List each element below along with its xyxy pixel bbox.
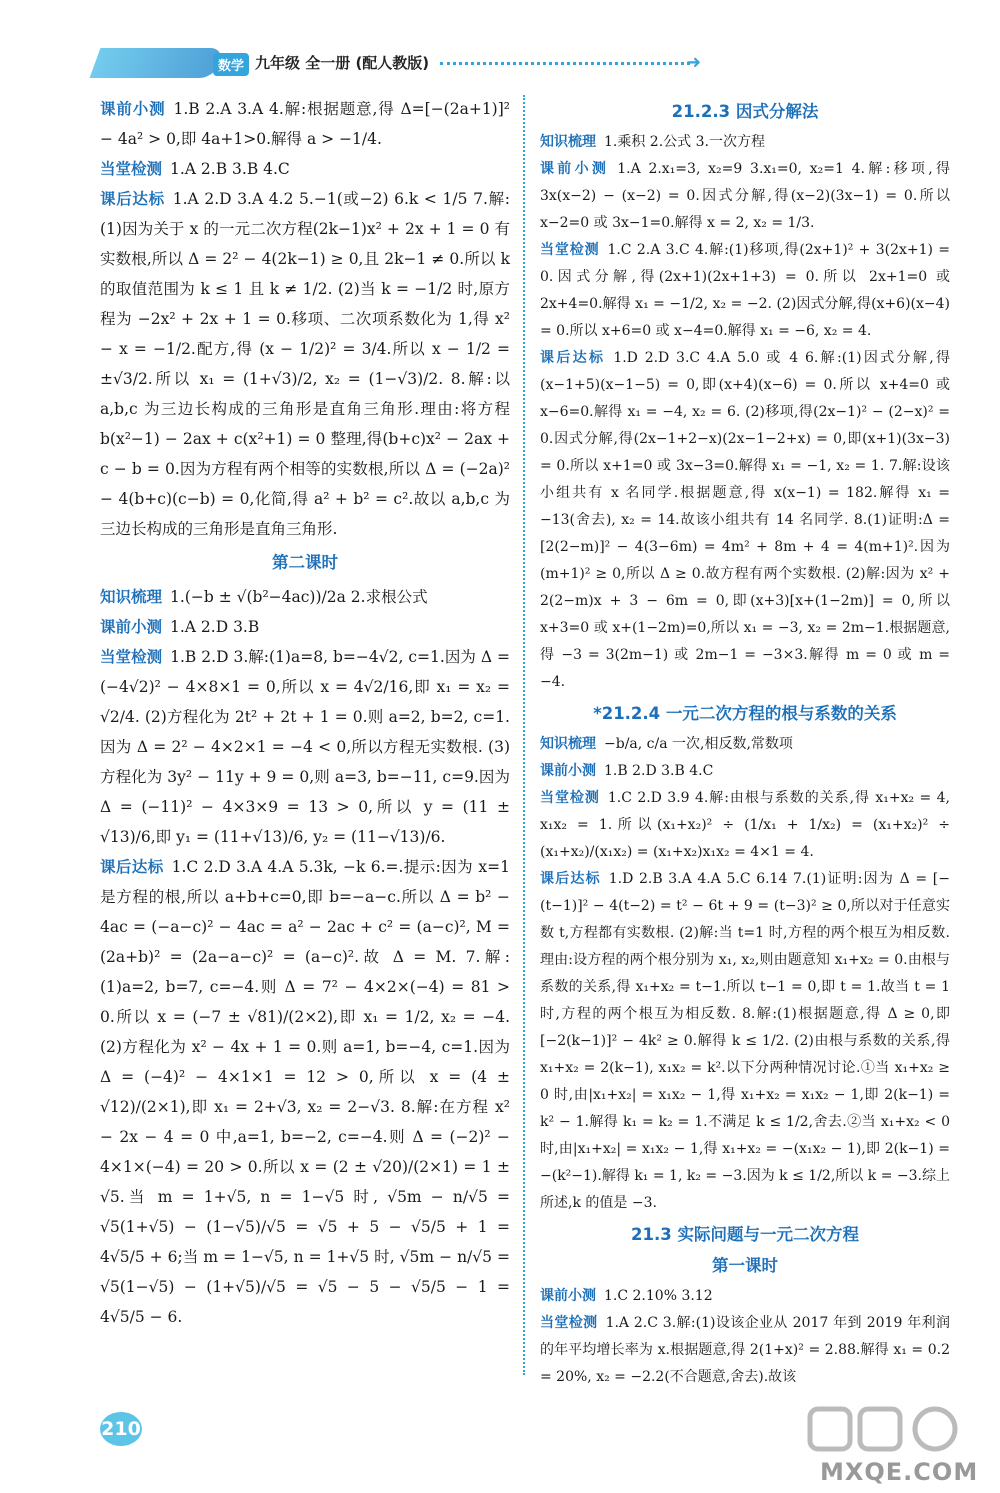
answer-paragraph: [540, 758, 950, 785]
answer-text: 1.B 2.A 3.A 4.解:根据题意,得 Δ=[−(2a+1)]² − 4a² > 0,即 4a+1>0.解得 a > −1/4.: [100, 100, 510, 148]
answer-paragraph: [540, 866, 950, 1217]
answer-paragraph: [100, 852, 510, 1332]
section-title: *21.2.4 一元二次方程的根与系数的关系: [593, 704, 897, 723]
answer-text: 1.A 2.D 3.B: [170, 618, 260, 636]
right-column: [540, 94, 950, 1391]
section-label: 当堂检测: [540, 242, 600, 258]
answer-paragraph: [100, 582, 510, 612]
answer-paragraph: [540, 129, 950, 156]
answer-text: 1.D 2.D 3.C 4.A 5.0 或 4 6.解:(1)因式分解,得(x−1+5)(x−1−5) = 0,即(x+4)(x−6) = 0.所以 x+4=0 或 x−6=0.解得 x₁ = −4, x₂ = 6. (2)移项,得(2x−1)² − (2−x)² = 0.因式分解,得(2x−1+2−x)(2x−1−2+x) = 0,即(x+1)(3x−3) = 0.所以 x+1=0 或 3x−3=0.解得 x₁ = −1, x₂ = 1. 7.解:设该小组共有 x 名同学.根据题意,得 x(x−1) = 182.解得 x₁ = −13(舍去), x₂ = 14.故该小组共有 14 名同学. 8.(1)证明:Δ = [2(2−m)]² − 4(3−6m) = 4m² + 8m + 4 = 4(m+1)².因为(m+1)² ≥ 0,所以 Δ ≥ 0.故方程有两个实数根. (2)解:因为 x² + 2(2−m)x + 3 − 6m = 0,即(x+3)[x+(1−2m)] = 0,所以 x+3=0 或 x+(1−2m)=0,所以 x₁ = −3, x₂ = 2m−1.根据题意,得 −3 = 3(2m−1) 或 2m−1 = −3×3.解得 m = 0 或 m = −4.: [540, 350, 950, 690]
section-label: 课后达标: [540, 871, 601, 887]
section-label: 课前小测: [540, 161, 610, 177]
answer-paragraph: [540, 156, 950, 237]
answer-paragraph: [540, 785, 950, 866]
watermark-text: MXQE.COM: [820, 1458, 979, 1486]
left-column: [100, 94, 510, 1332]
book-title: 九年级 全一册 (配人教版): [255, 54, 430, 72]
answer-text: 1.(−b ± √(b²−4ac))/2a 2.求根公式: [170, 588, 428, 606]
column-divider: [523, 95, 525, 1375]
section-title: 21.3 实际问题与一元二次方程: [631, 1225, 859, 1244]
answer-paragraph: [540, 237, 950, 345]
section-label: 当堂检测: [540, 790, 600, 806]
answer-text: 1.A 2.C 3.解:(1)设该企业从 2017 年到 2019 年利润的年平均增长率为 x.根据题意,得 2(1+x)² = 2.88.解得 x₁ = 0.2 = 20%, x₂ = −2.2(不合题意,舍去).故该: [540, 1315, 950, 1385]
section-title: 第一课时: [712, 1256, 778, 1275]
subject-badge: 数学: [213, 53, 249, 76]
header-swoosh-decoration: [90, 48, 226, 78]
answer-paragraph: [100, 184, 510, 544]
answer-text: 1.C 2.10% 3.12: [604, 1288, 713, 1304]
section-label: 课前小测: [100, 618, 163, 636]
answer-paragraph: [540, 731, 950, 758]
answer-text: 1.B 2.D 3.解:(1)a=8, b=−4√2, c=1.因为 Δ = (−4√2)² − 4×8×1 = 0,所以 x = 4√2/16,即 x₁ = x₂ = √2/4. (2)方程化为 2t² + 2t + 1 = 0.则 a=2, b=2, c=1.因为 Δ = 2² − 4×2×1 = −4 < 0,所以方程无实数根. (3)方程化为 3y² − 11y + 9 = 0,则 a=3, b=−11, c=9.因为 Δ = (−11)² − 4×3×9 = 13 > 0,所以 y = (11 ± √13)/6,即 y₁ = (11+√13)/6, y₂ = (11−√13)/6.: [100, 648, 510, 846]
answer-paragraph: [540, 1283, 950, 1310]
answer-paragraph: [100, 612, 510, 642]
section-label: 课前小测: [100, 100, 166, 118]
answer-paragraph: [100, 154, 510, 184]
answer-text: −b/a, c/a 一次,相反数,常数项: [604, 736, 793, 752]
section-label: 课后达标: [540, 350, 606, 366]
answer-text: 1.A 2.B 3.B 4.C: [170, 160, 290, 178]
page-number: 210: [100, 1412, 142, 1446]
answer-text: 1.A 2.D 3.A 4.2 5.−1(或−2) 6.k < 1/5 7.解:(1)因为关于 x 的一元二次方程(2k−1)x² + 2x + 1 = 0 有实数根,所以 Δ = 2² − 4(2k−1) ≥ 0,且 2k−1 ≠ 0.所以 k 的取值范围为 k ≤ 1 且 k ≠ 1/2. (2)当 k = −1/2 时,原方程为 −2x² + 2x + 1 = 0.移项、二次项系数化为 1,得 x² − x = −1/2.配方,得 (x − 1/2)² = 3/4.所以 x − 1/2 = ±√3/2.所以 x₁ = (1+√3)/2, x₂ = (1−√3)/2. 8.解:以 a,b,c 为三边长构成的三角形是直角三角形.理由:将方程 b(x²−1) − 2ax + c(x²+1) = 0 整理,得(b+c)x² − 2ax + c − b = 0.因为方程有两个相等的实数根,所以 Δ = (−2a)² − 4(b+c)(c−b) = 0,化简,得 a² + b² = c².故以 a,b,c 为三边长构成的三角形是直角三角形.: [100, 190, 510, 538]
answer-text: 1.乘积 2.公式 3.一次方程: [604, 134, 765, 150]
arrow-right-icon: ➜: [686, 52, 702, 73]
section-label: 课后达标: [100, 858, 164, 876]
section-label: 当堂检测: [100, 648, 163, 666]
section-label: 当堂检测: [100, 160, 163, 178]
answer-text: 1.A 2.x₁=3, x₂=9 3.x₁=0, x₂=1 4.解:移项,得 3x(x−2) − (x−2) = 0.因式分解,得(x−2)(3x−1) = 0.所以 x−2=0 或 3x−1=0.解得 x = 2, x₂ = 1/3.: [540, 161, 950, 231]
answer-text: 1.C 2.A 3.C 4.解:(1)移项,得(2x+1)² + 3(2x+1) = 0.因式分解,得(2x+1)(2x+1+3) = 0.所以 2x+1=0 或 2x+4=0.解得 x₁ = −1/2, x₂ = −2. (2)因式分解,得(x+6)(x−4) = 0.所以 x+6=0 或 x−4=0.解得 x₁ = −6, x₂ = 4.: [540, 242, 951, 339]
header-dotted-line: [440, 62, 690, 65]
answer-text: 1.C 2.D 3.9 4.解:由根与系数的关系,得 x₁+x₂ = 4, x₁x₂ = 1.所以(x₁+x₂)² ÷ (1/x₁ + 1/x₂) = (x₁+x₂)² ÷ (x₁+x₂)/(x₁x₂) = (x₁+x₂)x₁x₂ = 4×1 = 4.: [540, 790, 951, 860]
answer-paragraph: [100, 94, 510, 154]
section-title: 第二课时: [272, 553, 338, 572]
section-label: 当堂检测: [540, 1315, 598, 1331]
section-label: 课前小测: [540, 1288, 596, 1304]
page-header: [0, 40, 1000, 84]
section-label: 知识梳理: [540, 134, 596, 150]
answer-paragraph: [540, 345, 950, 696]
section-title: 21.2.3 因式分解法: [671, 102, 819, 121]
section-label: 课后达标: [100, 190, 165, 208]
section-label: 知识梳理: [100, 588, 163, 606]
answer-text: 1.C 2.D 3.A 4.A 5.3k, −k 6.=.提示:因为 x=1 是方程的根,所以 a+b+c=0,即 b=−a−c.所以 Δ = b² − 4ac = (−a−c)² − 4ac = a² − 2ac + c² = (a−c)², M = (2a+b)² = (2a−a−c)² = (a−c)².故 Δ = M. 7.解:(1)a=2, b=7, c=−4.则 Δ = 7² − 4×2×(−4) = 81 > 0.所以 x = (−7 ± √81)/(2×2),即 x₁ = 1/2, x₂ = −4. (2)方程化为 x² − 4x + 1 = 0.则 a=1, b=−4, c=1.因为 Δ = (−4)² − 4×1×1 = 12 > 0,所以 x = (4 ± √12)/(2×1),即 x₁ = 2+√3, x₂ = 2−√3. 8.解:在方程 x² − 2x − 4 = 0 中,a=1, b=−2, c=−4.则 Δ = (−2)² − 4×1×(−4) = 20 > 0.所以 x = (2 ± √20)/(2×1) = 1 ± √5.当 m = 1+√5, n = 1−√5 时, √5m − n/√5 = √5(1+√5) − (1−√5)/√5 = √5 + 5 − √5/5 + 1 = 4√5/5 + 6;当 m = 1−√5, n = 1+√5 时, √5m − n/√5 = √5(1−√5) − (1+√5)/√5 = √5 − 5 − √5/5 − 1 = 4√5/5 − 6.: [100, 858, 510, 1326]
answer-text: 1.B 2.D 3.B 4.C: [604, 763, 714, 779]
answer-text: 1.D 2.B 3.A 4.A 5.C 6.14 7.(1)证明:因为 Δ = [−(t−1)]² − 4(t−2) = t² − 6t + 9 = (t−3)² ≥ 0,所以对于任意实数 t,方程都有实数根. (2)解:当 t=1 时,方程的两个根互为相反数.理由:设方程的两个根分别为 x₁, x₂,则由题意知 x₁+x₂ = 0.由根与系数的关系,得 x₁+x₂ = t−1.所以 t−1 = 0,即 t = 1.故当 t = 1 时,方程的两个根互为相反数. 8.解:(1)根据题意,得 Δ ≥ 0,即[−2(k−1)]² − 4k² ≥ 0.解得 k ≤ 1/2. (2)由根与系数的关系,得 x₁+x₂ = 2(k−1), x₁x₂ = k².以下分两种情况讨论.①当 x₁+x₂ ≥ 0 时,由|x₁+x₂| = x₁x₂ − 1,得 x₁+x₂ = x₁x₂ − 1,即 2(k−1) = k² − 1.解得 k₁ = k₂ = 1.不满足 k ≤ 1/2,舍去.②当 x₁+x₂ < 0 时,由|x₁+x₂| = x₁x₂ − 1,得 x₁+x₂ = −(x₁x₂ − 1),即 2(k−1) = −(k²−1).解得 k₁ = 1, k₂ = −3.因为 k ≤ 1/2,所以 k = −3.综上所述,k 的值是 −3.: [540, 871, 950, 1211]
answer-paragraph: [100, 642, 510, 852]
section-label: 课前小测: [540, 763, 596, 779]
section-label: 知识梳理: [540, 736, 596, 752]
answer-paragraph: [540, 1310, 950, 1391]
